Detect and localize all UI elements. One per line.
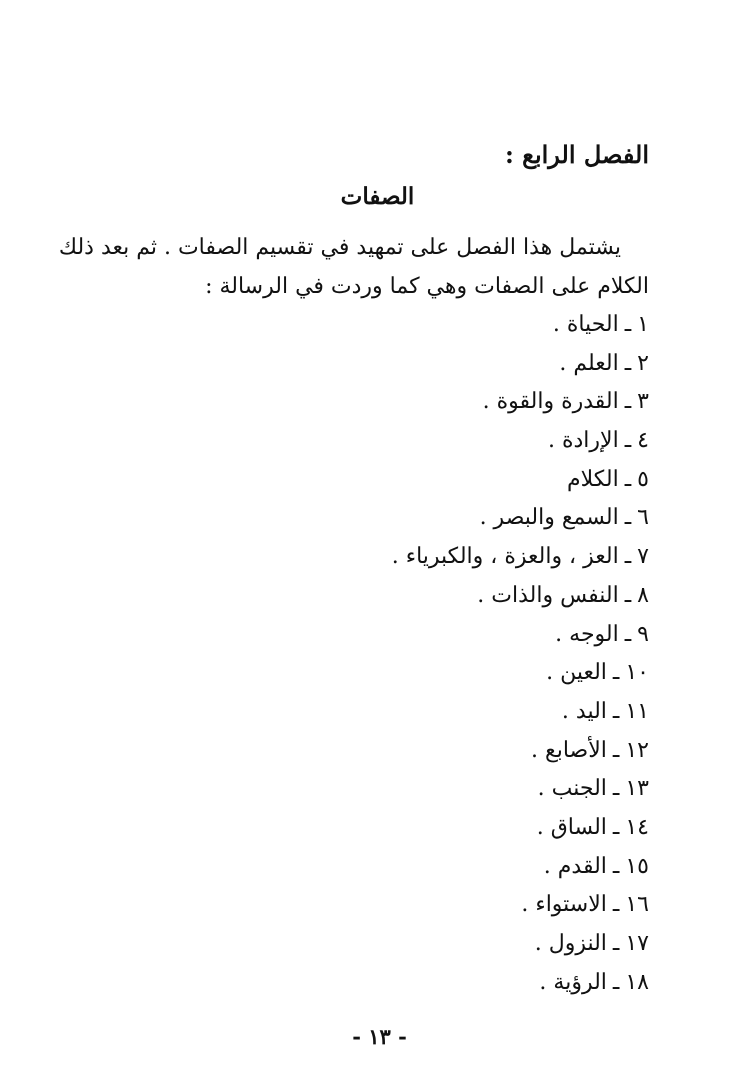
item-separator: ـ bbox=[624, 312, 632, 337]
item-text: الرؤية . bbox=[539, 969, 607, 995]
item-number: ٨ bbox=[637, 582, 649, 608]
item-text: النفس والذات . bbox=[477, 582, 619, 608]
item-separator: ـ bbox=[624, 350, 632, 376]
item-text: الحياة . bbox=[552, 312, 619, 337]
item-text: القدرة والقوة . bbox=[482, 389, 619, 415]
item-separator: ـ bbox=[612, 660, 620, 686]
item-number: ١٥ bbox=[625, 853, 649, 879]
item-number: ٣ bbox=[637, 389, 649, 415]
item-number: ٦ bbox=[637, 505, 649, 531]
list-item bbox=[392, 886, 649, 925]
list-item bbox=[392, 848, 649, 887]
list-item bbox=[392, 306, 649, 345]
item-number: ٢ bbox=[637, 350, 649, 376]
list-item bbox=[392, 616, 649, 655]
item-number: ١٤ bbox=[625, 814, 649, 840]
item-number: ١ bbox=[637, 312, 649, 337]
list-item bbox=[392, 422, 649, 461]
item-separator: ـ bbox=[612, 853, 620, 879]
item-number: ١٧ bbox=[625, 931, 649, 956]
list-item bbox=[392, 499, 649, 538]
list-item bbox=[392, 383, 649, 422]
item-separator: ـ bbox=[612, 892, 620, 918]
item-separator: ـ bbox=[624, 621, 632, 647]
item-number: ١٢ bbox=[625, 737, 649, 763]
item-separator: ـ bbox=[612, 698, 620, 724]
item-number: ٧ bbox=[637, 544, 649, 570]
item-number: ١٦ bbox=[625, 892, 649, 918]
item-number: ١٣ bbox=[625, 776, 649, 802]
page-number: - ١٣ - bbox=[352, 1024, 407, 1049]
list-item bbox=[392, 964, 649, 1003]
item-separator: ـ bbox=[612, 737, 620, 763]
intro-line-1: يشتمل هذا الفصل على تمهيد في تقسيم الصفات . ثم بعد ذلك bbox=[58, 235, 621, 260]
item-number: ٩ bbox=[637, 621, 649, 647]
item-text: الجنب . bbox=[537, 776, 607, 802]
intro-paragraph bbox=[58, 228, 649, 306]
item-text: الإرادة . bbox=[548, 428, 619, 454]
list-item bbox=[392, 809, 649, 848]
item-text: اليد . bbox=[561, 698, 607, 724]
item-number: ١٠ bbox=[625, 660, 649, 686]
list-item bbox=[392, 654, 649, 693]
item-text: الساق . bbox=[536, 814, 607, 840]
item-separator: ـ bbox=[624, 582, 632, 608]
attributes-list bbox=[392, 306, 649, 1002]
item-separator: ـ bbox=[624, 389, 632, 415]
list-item bbox=[392, 925, 649, 964]
item-text: الكلام bbox=[567, 466, 619, 492]
chapter-heading: الفصل الرابع : bbox=[504, 140, 649, 169]
item-text: القدم . bbox=[543, 853, 607, 879]
item-separator: ـ bbox=[624, 466, 632, 492]
item-number: ١١ bbox=[625, 698, 649, 724]
item-number: ٤ bbox=[637, 428, 649, 454]
item-separator: ـ bbox=[612, 931, 620, 956]
section-title: الصفات bbox=[340, 183, 415, 210]
list-item bbox=[392, 345, 649, 384]
item-number: ١٨ bbox=[625, 969, 649, 995]
list-item bbox=[392, 732, 649, 771]
item-text: العين . bbox=[546, 660, 607, 686]
item-separator: ـ bbox=[624, 428, 632, 454]
item-text: الأصابع . bbox=[531, 737, 607, 763]
item-text: العلم . bbox=[559, 350, 619, 376]
item-separator: ـ bbox=[624, 544, 632, 570]
item-separator: ـ bbox=[612, 776, 620, 802]
item-text: العز ، والعزة ، والكبرياء . bbox=[391, 544, 619, 570]
item-separator: ـ bbox=[612, 814, 620, 840]
item-text: النزول . bbox=[534, 931, 607, 956]
list-item bbox=[392, 461, 649, 500]
item-text: السمع والبصر . bbox=[479, 505, 619, 531]
item-text: الوجه . bbox=[555, 621, 619, 647]
intro-line-2: الكلام على الصفات وهي كما وردت في الرسالة : bbox=[205, 274, 649, 299]
list-item bbox=[392, 577, 649, 616]
list-item bbox=[392, 770, 649, 809]
item-separator: ـ bbox=[624, 505, 632, 531]
item-text: الاستواء . bbox=[521, 892, 607, 918]
list-item bbox=[392, 538, 649, 577]
item-number: ٥ bbox=[637, 466, 649, 492]
list-item bbox=[392, 693, 649, 732]
item-separator: ـ bbox=[612, 969, 620, 995]
